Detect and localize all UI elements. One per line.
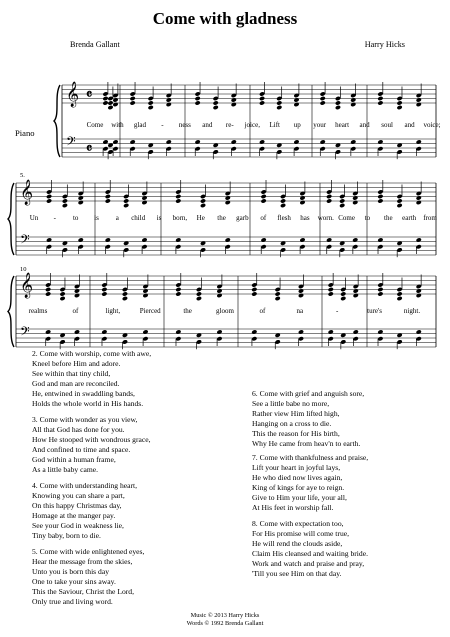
note-head	[320, 139, 326, 144]
note-head	[377, 291, 383, 296]
verse-4: 4. Come with understanding heart, Knowing you can share a part, On this happy Christmas day, Homage at the manger pay. See your God in weakness lie, Tiny baby, born to die.	[32, 481, 138, 540]
brace-icon	[8, 183, 14, 255]
note-head	[101, 287, 107, 292]
note-head	[396, 291, 402, 296]
note-head	[195, 139, 201, 144]
system-number: 10	[20, 266, 27, 273]
note-head	[377, 287, 383, 292]
time-signature-icon: 𝄴	[86, 87, 93, 103]
lyric-syllable: soul	[381, 121, 393, 129]
note-head	[416, 329, 422, 334]
lyric-syllable: Pierced	[139, 307, 161, 315]
lyric-syllable: to	[72, 214, 79, 222]
note-head	[216, 293, 222, 298]
note-head	[298, 293, 304, 298]
note-head	[377, 329, 383, 334]
note-head	[340, 291, 346, 296]
note-head	[166, 139, 172, 144]
note-head	[46, 237, 52, 242]
bass-clef-icon: 𝄢	[20, 232, 30, 250]
note-head	[78, 200, 84, 205]
note-head	[46, 194, 52, 199]
note-head	[396, 198, 402, 203]
note-head	[261, 237, 267, 242]
note-head	[396, 100, 402, 105]
composer-credit: Harry Hicks	[364, 40, 405, 49]
note-head	[46, 198, 52, 203]
note-head	[105, 237, 111, 242]
note-head	[326, 237, 332, 242]
lyric-syllable: joice,	[244, 121, 260, 129]
note-head	[141, 195, 147, 200]
note-head	[200, 203, 206, 208]
note-head	[377, 194, 383, 199]
note-head	[328, 291, 334, 296]
note-head	[251, 329, 257, 334]
lyric-syllable: of	[260, 214, 267, 222]
note-head	[353, 288, 359, 293]
note-head	[320, 100, 326, 105]
note-head	[175, 198, 181, 203]
lyric-syllable: He	[196, 214, 205, 222]
lyric-syllable: with	[111, 121, 124, 129]
note-head	[299, 200, 305, 205]
note-head	[123, 203, 129, 208]
note-head	[62, 198, 68, 203]
note-head	[353, 293, 359, 298]
note-head	[416, 200, 422, 205]
note-head	[326, 194, 332, 199]
note-head	[280, 198, 286, 203]
note-head	[416, 97, 422, 102]
note-head	[112, 102, 118, 107]
note-head	[328, 287, 334, 292]
note-head	[141, 237, 147, 242]
lyric-syllable: a	[115, 214, 119, 222]
note-head	[326, 198, 332, 203]
note-head	[293, 97, 299, 102]
lyric-syllable: voice;	[423, 121, 441, 129]
lyric-syllable: the	[384, 214, 393, 222]
note-head	[175, 194, 181, 199]
note-head	[231, 97, 237, 102]
lyric-syllable: -	[336, 307, 339, 315]
note-head	[130, 100, 136, 105]
note-head	[293, 139, 299, 144]
bass-clef-icon: 𝄢	[66, 134, 76, 152]
note-head	[148, 100, 154, 105]
note-head	[298, 288, 304, 293]
note-head	[166, 102, 172, 107]
note-head	[102, 100, 108, 105]
note-head	[175, 291, 181, 296]
lyric-syllable: Un	[29, 214, 39, 222]
treble-clef-icon: 𝄞	[20, 180, 34, 205]
system-number: 5.	[20, 172, 25, 179]
note-head	[45, 287, 51, 292]
note-head	[45, 291, 51, 296]
note-head	[299, 195, 305, 200]
verse-5: 5. Come with wide enlightened eyes, Hear the message from the skies, Unto you is born this day One to take your sins away. This the Saviour, Christ the Lord, Only true and living word.	[32, 547, 145, 606]
lyric-syllable: ture's	[367, 307, 383, 315]
note-head	[102, 96, 108, 101]
note-head	[352, 200, 358, 205]
note-head	[166, 97, 172, 102]
note-head	[74, 288, 80, 293]
note-head	[416, 237, 422, 242]
lyric-syllable: light,	[105, 307, 121, 315]
note-head	[122, 291, 128, 296]
note-head	[196, 291, 202, 296]
lyric-syllable: from	[423, 214, 437, 222]
note-head	[416, 288, 422, 293]
lyric-syllable: born,	[172, 214, 188, 222]
brace-icon	[54, 85, 60, 157]
note-head	[396, 296, 402, 301]
lyric-syllable: is	[94, 214, 99, 222]
note-head	[45, 329, 51, 334]
note-head	[101, 329, 107, 334]
note-head	[62, 203, 68, 208]
note-head	[320, 96, 326, 101]
note-head	[102, 139, 108, 144]
lyric-syllable: realms	[28, 307, 48, 315]
time-signature-icon: 𝄴	[86, 141, 93, 157]
lyric-syllable: of	[259, 307, 266, 315]
note-head	[122, 296, 128, 301]
note-head	[377, 237, 383, 242]
lyric-syllable: has	[300, 214, 310, 222]
lyric-syllable: to	[364, 214, 371, 222]
page-title: Come with gladness	[152, 9, 298, 28]
note-head	[276, 100, 282, 105]
note-head	[416, 139, 422, 144]
lyric-syllable: gloom	[216, 307, 234, 315]
lyric-syllable: of	[72, 307, 79, 315]
note-head	[335, 100, 341, 105]
note-head	[231, 139, 237, 144]
note-head	[352, 195, 358, 200]
note-head	[416, 102, 422, 107]
note-head	[107, 105, 113, 110]
note-head	[112, 97, 118, 102]
verse-3: 3. Come with wonder as you view, All that God has done for you. How He stooped with wondrous grace, And confined to time and space. God within a human frame, As a little baby came.	[32, 415, 151, 474]
lyric-syllable: flesh	[277, 214, 291, 222]
note-head	[377, 198, 383, 203]
note-head	[251, 291, 257, 296]
note-head	[276, 105, 282, 110]
note-head	[339, 198, 345, 203]
note-head	[175, 287, 181, 292]
note-head	[353, 329, 359, 334]
treble-clef-icon: 𝄞	[20, 273, 34, 298]
note-head	[105, 194, 111, 199]
note-head	[377, 96, 383, 101]
note-head	[142, 293, 148, 298]
note-head	[377, 139, 383, 144]
note-head	[74, 329, 80, 334]
note-head	[105, 198, 111, 203]
note-head	[299, 237, 305, 242]
note-head	[74, 293, 80, 298]
note-head	[142, 329, 148, 334]
note-head	[298, 329, 304, 334]
lyric-syllable: child	[131, 214, 146, 222]
lyric-syllable: na	[296, 307, 304, 315]
lyric-syllable: Come	[86, 121, 104, 129]
lyric-syllable: garb	[236, 214, 249, 222]
lyric-syllable: glad	[133, 121, 146, 129]
note-head	[112, 139, 118, 144]
note-head	[213, 105, 219, 110]
lyric-syllable: your	[313, 121, 327, 129]
verse-7: 7. Come with thankfulness and praise, Lift your heart in joyful lays, He who died now lives again, King of kings for aye to reign. Give to Him your life, your all, At His feet in worship fall.	[252, 453, 369, 512]
note-head	[259, 96, 265, 101]
note-head	[261, 198, 267, 203]
note-head	[280, 203, 286, 208]
lyric-syllable: night.	[403, 307, 421, 315]
note-head	[350, 97, 356, 102]
lyric-syllable: heart	[335, 121, 350, 129]
note-head	[175, 237, 181, 242]
note-head	[231, 102, 237, 107]
note-head	[416, 195, 422, 200]
lyric-syllable: the	[183, 307, 192, 315]
note-head	[377, 100, 383, 105]
note-head	[107, 100, 113, 105]
note-head	[259, 100, 265, 105]
note-head	[195, 100, 201, 105]
note-head	[396, 203, 402, 208]
lyricist-credit: Brenda Gallant	[70, 40, 120, 49]
bass-clef-icon: 𝄢	[20, 324, 30, 342]
note-head	[200, 198, 206, 203]
note-head	[195, 96, 201, 101]
note-head	[328, 329, 334, 334]
lyric-syllable: is	[156, 214, 162, 222]
note-head	[225, 237, 231, 242]
note-head	[416, 293, 422, 298]
note-head	[101, 291, 107, 296]
lyric-syllable: re-	[225, 121, 234, 129]
note-head	[130, 96, 136, 101]
lyric-syllable: and	[359, 121, 370, 129]
verse-6: 6. Come with grief and anguish sore, See a little babe no more, Rather view Him lifted high, Hanging on a cross to die. This the reason for His birth, Why He came from heav'n to earth.	[252, 389, 365, 448]
instrument-label: Piano	[15, 128, 35, 138]
lyric-syllable: -	[53, 214, 56, 222]
note-head	[350, 139, 356, 144]
lyric-syllable: -	[161, 121, 164, 129]
note-head	[59, 291, 65, 296]
note-head	[293, 102, 299, 107]
words-copyright: Words © 1992 Brenda Gallant	[186, 620, 264, 627]
note-head	[213, 100, 219, 105]
note-head	[130, 139, 136, 144]
note-head	[196, 296, 202, 301]
note-head	[216, 329, 222, 334]
verse-8: 8. Come with expectation too, For His promise will come true, He will rend the clouds aside, Claim His cleansed and waiting bride. Work and watch and praise and pray, 'Till you see Him on that day.	[252, 519, 368, 578]
note-head	[261, 194, 267, 199]
lyric-syllable: up	[293, 121, 301, 129]
note-head	[350, 102, 356, 107]
note-head	[123, 198, 129, 203]
lyric-syllable: earth	[402, 214, 417, 222]
note-head	[59, 296, 65, 301]
note-head	[225, 200, 231, 205]
note-head	[141, 200, 147, 205]
note-head	[251, 287, 257, 292]
music-copyright: Music © 2013 Harry Hicks	[190, 612, 260, 619]
note-head	[275, 291, 281, 296]
note-head	[259, 139, 265, 144]
note-head	[216, 288, 222, 293]
lyric-syllable: Come	[338, 214, 355, 222]
note-head	[335, 105, 341, 110]
lyric-syllable: the	[217, 214, 226, 222]
lyric-syllable: ness	[178, 121, 191, 129]
note-head	[340, 296, 346, 301]
note-head	[396, 105, 402, 110]
lyric-syllable: and	[202, 121, 213, 129]
verse-2: 2. Come with worship, come with awe, Kneel before Him and adore. See within that tiny child, God and man are reconciled. He, entwined in swaddling bands, Holds the whole world in His hands.	[32, 349, 152, 408]
note-head	[78, 195, 84, 200]
lyric-syllable: and	[404, 121, 415, 129]
note-head	[78, 237, 84, 242]
note-head	[352, 237, 358, 242]
note-head	[275, 296, 281, 301]
lyric-syllable: worn.	[317, 214, 334, 222]
note-head	[142, 288, 148, 293]
treble-clef-icon: 𝄞	[66, 82, 80, 107]
brace-icon	[8, 276, 14, 347]
lyric-syllable: Lift	[269, 121, 280, 129]
note-head	[148, 105, 154, 110]
note-head	[339, 203, 345, 208]
note-head	[175, 329, 181, 334]
note-head	[225, 195, 231, 200]
